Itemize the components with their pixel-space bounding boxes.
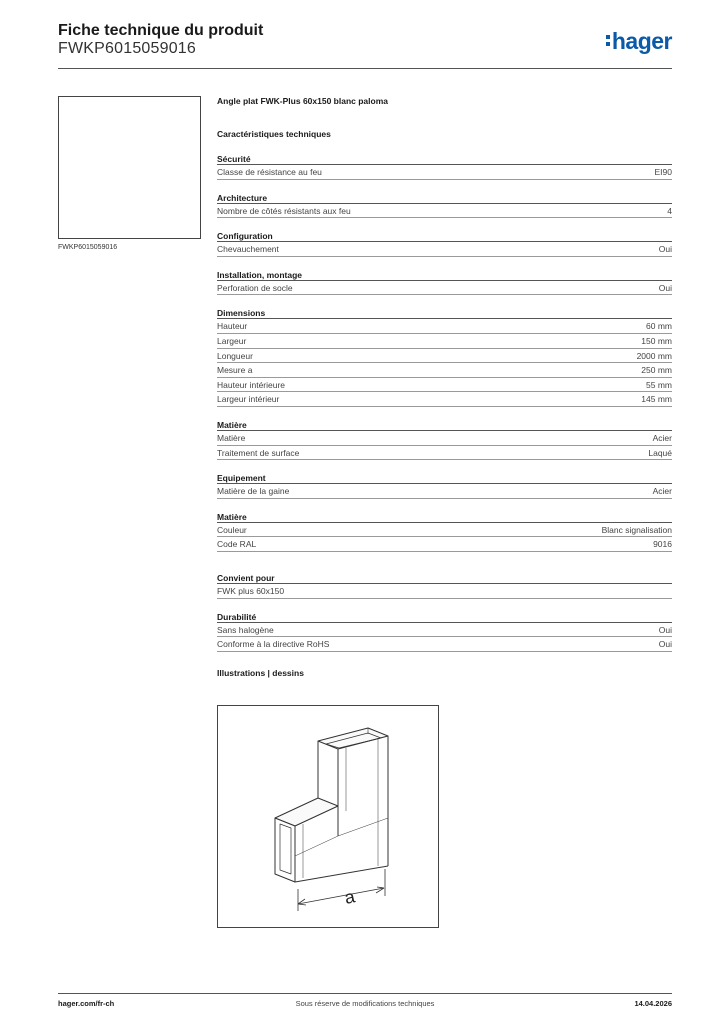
illustrations-title: Illustrations | dessins bbox=[217, 667, 304, 678]
spec-label: Code RAL bbox=[217, 539, 257, 550]
spec-row bbox=[217, 446, 672, 461]
page-footer bbox=[58, 999, 672, 1011]
spec-row bbox=[217, 281, 672, 296]
spec-row bbox=[217, 637, 672, 652]
spec-section bbox=[217, 193, 672, 219]
spec-row bbox=[217, 242, 672, 257]
spec-row bbox=[217, 319, 672, 334]
spec-row bbox=[217, 392, 672, 407]
spec-label: Traitement de surface bbox=[217, 447, 300, 458]
section-title: Installation, montage bbox=[217, 270, 672, 281]
dimension-a-label: a bbox=[342, 886, 357, 908]
product-code: FWKP6015059016 bbox=[58, 40, 197, 57]
spec-value: Oui bbox=[658, 639, 672, 650]
spec-label: Largeur intérieur bbox=[217, 394, 280, 405]
spec-row bbox=[217, 484, 672, 499]
section-title: Architecture bbox=[217, 193, 672, 204]
spec-value: Blanc signalisation bbox=[601, 524, 672, 535]
spec-value: 55 mm bbox=[646, 379, 672, 390]
spec-label: Matière bbox=[217, 432, 246, 443]
spec-value: 60 mm bbox=[646, 321, 672, 332]
spec-label: Perforation de socle bbox=[217, 282, 293, 293]
spec-label: Sans halogène bbox=[217, 624, 274, 635]
spec-section bbox=[217, 420, 672, 460]
spec-section bbox=[217, 612, 672, 652]
spec-value: Laqué bbox=[648, 447, 672, 458]
spec-section bbox=[217, 270, 672, 296]
spec-section bbox=[217, 473, 672, 499]
spec-label: Nombre de côtés résistants aux feu bbox=[217, 205, 351, 216]
product-image bbox=[58, 96, 201, 239]
spec-label: Hauteur intérieure bbox=[217, 379, 286, 390]
spec-label: FWK plus 60x150 bbox=[217, 585, 285, 596]
footer-website[interactable]: hager.com/fr-ch bbox=[58, 999, 115, 1008]
spec-row bbox=[217, 431, 672, 446]
page-header bbox=[58, 22, 672, 68]
spec-label: Conforme à la directive RoHS bbox=[217, 639, 330, 650]
section-title: Sécurité bbox=[217, 154, 672, 165]
spec-label: Chevauchement bbox=[217, 244, 279, 255]
spec-section bbox=[217, 154, 672, 180]
section-title: Convient pour bbox=[217, 573, 672, 584]
spec-label: Longueur bbox=[217, 350, 253, 361]
spec-label: Couleur bbox=[217, 524, 247, 535]
hager-logo bbox=[606, 28, 672, 55]
footer-date: 14.04.2026 bbox=[634, 999, 672, 1008]
product-image-caption: FWKP6015059016 bbox=[58, 244, 118, 251]
document-title: Fiche technique du produit bbox=[58, 22, 264, 39]
spec-row bbox=[217, 378, 672, 393]
section-title: Dimensions bbox=[217, 308, 672, 319]
spec-value: 250 mm bbox=[641, 365, 672, 376]
spec-row bbox=[217, 349, 672, 364]
section-title: Durabilité bbox=[217, 612, 672, 623]
spec-value: Acier bbox=[652, 432, 672, 443]
spec-label: Classe de résistance au feu bbox=[217, 167, 322, 177]
spec-label: Hauteur bbox=[217, 321, 248, 332]
illustration-frame bbox=[217, 705, 439, 928]
spec-value: EI90 bbox=[654, 167, 672, 177]
spec-value: Oui bbox=[658, 244, 672, 255]
spec-row bbox=[217, 363, 672, 378]
spec-label: Matière de la gaine bbox=[217, 486, 290, 497]
flat-angle-drawing bbox=[218, 706, 440, 929]
section-title: Matière bbox=[217, 512, 672, 523]
header-divider bbox=[58, 68, 672, 69]
logo-text: hager bbox=[611, 28, 672, 54]
spec-section bbox=[217, 512, 672, 552]
spec-label: Mesure a bbox=[217, 365, 253, 376]
spec-value: Oui bbox=[658, 624, 672, 635]
spec-value: 2000 mm bbox=[636, 350, 672, 361]
product-name: Angle plat FWK-Plus 60x150 blanc paloma bbox=[217, 96, 388, 106]
specifications-column bbox=[217, 96, 672, 680]
spec-value: 145 mm bbox=[641, 394, 672, 405]
spec-row bbox=[217, 334, 672, 349]
spec-sections bbox=[217, 154, 672, 552]
spec-value: 4 bbox=[667, 205, 672, 216]
section-gap bbox=[217, 552, 672, 560]
extra-sections bbox=[217, 573, 672, 652]
spec-row bbox=[217, 165, 672, 180]
section-title: Equipement bbox=[217, 473, 672, 484]
spec-section bbox=[217, 573, 672, 599]
spec-row bbox=[217, 204, 672, 219]
spec-label: Largeur bbox=[217, 335, 247, 346]
spec-value: Acier bbox=[652, 486, 672, 497]
spec-row bbox=[217, 623, 672, 638]
section-title: Configuration bbox=[217, 231, 672, 242]
footer-divider bbox=[58, 993, 672, 994]
spec-value: 150 mm bbox=[641, 335, 672, 346]
spec-section bbox=[217, 308, 672, 407]
spec-value: 9016 bbox=[653, 539, 672, 550]
footer-disclaimer: Sous réserve de modifications techniques bbox=[295, 999, 435, 1008]
section-title: Matière bbox=[217, 420, 672, 431]
spec-row bbox=[217, 537, 672, 552]
spec-section bbox=[217, 231, 672, 257]
spec-row bbox=[217, 523, 672, 538]
technical-characteristics-title: Caractéristiques techniques bbox=[217, 129, 331, 139]
spec-value: Oui bbox=[658, 282, 672, 293]
spec-row bbox=[217, 584, 672, 599]
